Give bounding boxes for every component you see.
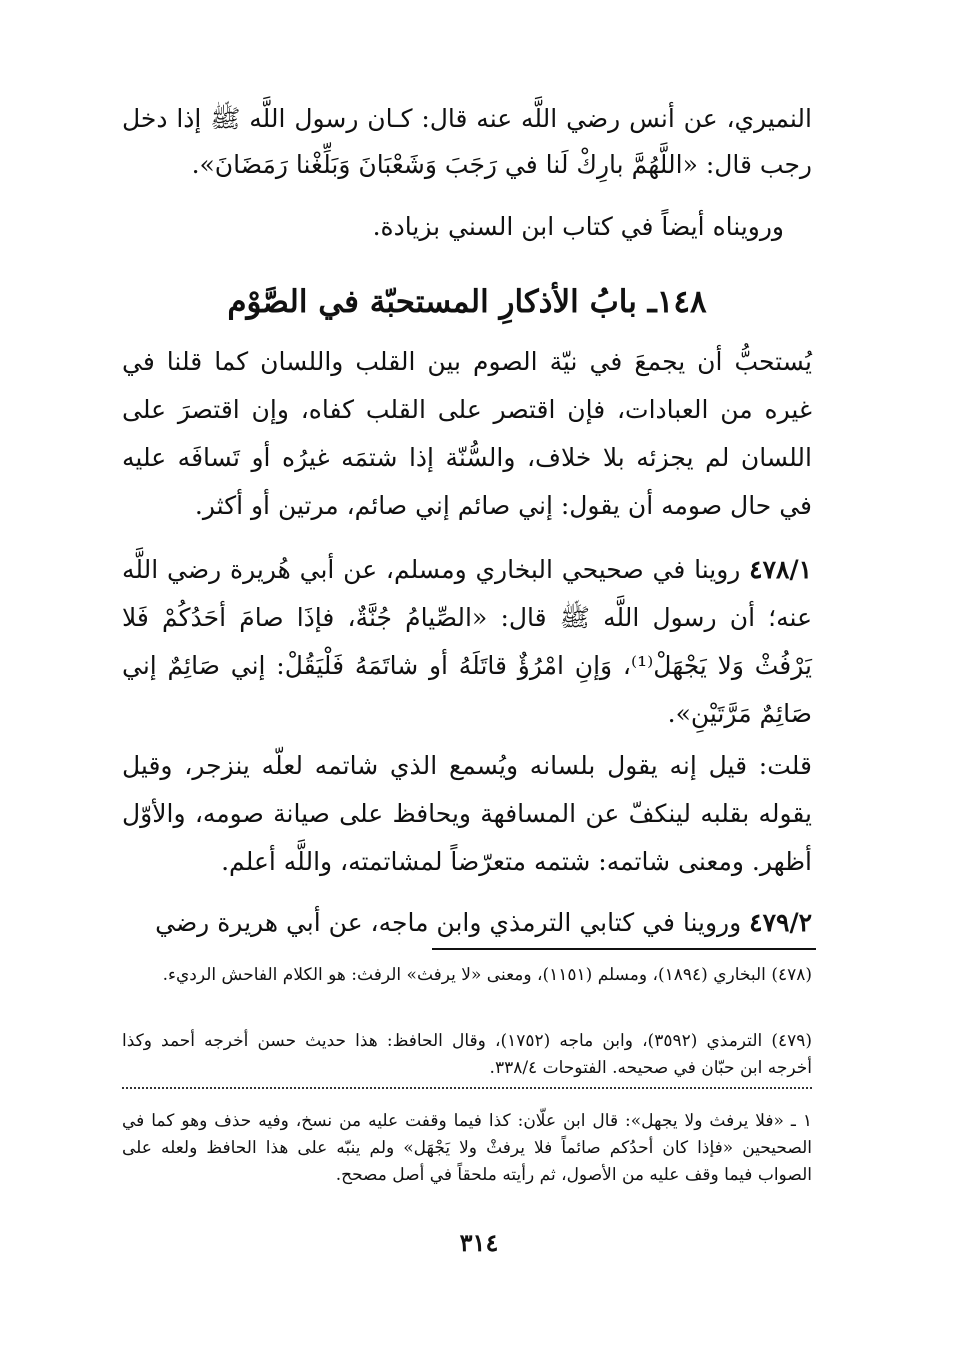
page-number: ٣١٤ <box>459 1228 499 1257</box>
qultu-paragraph <box>122 742 812 886</box>
footnote-separator <box>432 948 816 950</box>
footnote-479 <box>122 1028 812 1082</box>
footnote-479-text: (٤٧٩) الترمذي (٣٥٩٢)، وابن ماجه (١٧٥٢)، وقال الحافظ: هذا حديث حسن أخرجه أحمد وكذا أخرجه ابن حبّان في صحيحه. الفتوحات ٣٣٨/٤. <box>122 1031 812 1078</box>
qultu-text: قلت: قيل إنه يقول بلسانه ويُسمع الذي شاتمه لعلّه ينزجر، وقيل يقوله بقلبه لينكفّ عن المسافهة ويحافظ على صيانة صومه، والأوّل أظهر. ومعنى شاتمه: شتمه متعرّضاً لمشاتمته، واللَّه أعلم. <box>122 751 812 876</box>
footnote-note-1 <box>122 1108 812 1189</box>
hadith-478-paragraph <box>122 546 812 738</box>
footnote-478-text: (٤٧٨) البخاري (١٨٩٤)، ومسلم (١١٥١)، ومعنى «لا يرفث» الرفث: هو الكلام الفاحش الرديء. <box>162 965 812 985</box>
footnote-478 <box>122 962 812 989</box>
footnote-dotted-separator <box>122 1087 812 1089</box>
hadith-478 <box>122 546 812 738</box>
ibn-sunni-text: ورويناه أيضاً في كتاب ابن السني بزيادة. <box>372 212 784 241</box>
chapter-title: ١٤٨ـ بابُ الأذكارِ المستحبّة في الصَّوْم <box>227 284 707 320</box>
paragraph-intro-continuation <box>122 96 812 188</box>
paragraph-ibn-sunni <box>122 204 784 250</box>
footnote-note-1-text: ١ ـ «فلا يرفث ولا يجهل»: قال ابن علّان: كذا فيما وقفت عليه من نسخ، وفيه حذف وهو كما في الصحيحين «فإذا كان أحدُكم صائماً فلا يرفثْ ولا يَجْهَل» ولم ينبّه على هذا الحافظ ولعله على الصواب فيما وقف عليه من الأصول، ثم رأيته ملحقاً في أصل مصحح. <box>122 1111 812 1185</box>
intro-continuation-text: النميري، عن أنس رضي اللَّه عنه قال: كـان رسول اللَّه ﷺ إذا دخل رجب قال: «اللَّهُمَّ بارِكْ لَنا في رَجَبَ وَشَعْبَانَ وَبَلِّغْنا رَمَضَانَ». <box>122 104 812 179</box>
chapter-intro-text: يُستحبُّ أن يجمعَ في نيّة الصوم بين القلب واللسان كما قلنا في غيره من العبادات، فإن اقتصر على القلب كفاه، وإن اقتصرَ على اللسان لم يجزئه بلا خلاف، والسُّنّة إذا شتمَه غيرُه أو تَسافَه عليه في حال صومه أن يقول: إني صائم إني صائم، مرتين أو أكثر. <box>122 347 812 520</box>
chapter-intro <box>122 338 812 530</box>
hadith-478-number: ٤٧٨/١ <box>749 555 812 584</box>
hadith-479-number: ٤٧٩/٢ <box>749 908 812 937</box>
hadith-479-text: وروينا في كتابي الترمذي وابن ماجه، عن أبي هريرة رضي <box>155 908 742 937</box>
hadith-479 <box>122 900 812 946</box>
hadith-479-paragraph <box>122 900 812 946</box>
hadith-478-text: روينا في صحيحي البخاري ومسلم، عن أبي هُريرة رضي اللَّه عنه؛ أن رسول اللَّه ﷺ قال: «الصِّيامُ جُنَّةٌ، فإذَا صامَ أحَدُكُمْ فَلا يَرْفُثْ وَلا يَجْهَلْ⁽¹⁾، وَإنِ امْرُؤٌ قاتَلَهُ أو شاتَمَهُ فَلْيَقُلْ: إني صَائِمٌ إني صَائِمٌ مَرَّتَيْنِ». <box>122 555 812 728</box>
